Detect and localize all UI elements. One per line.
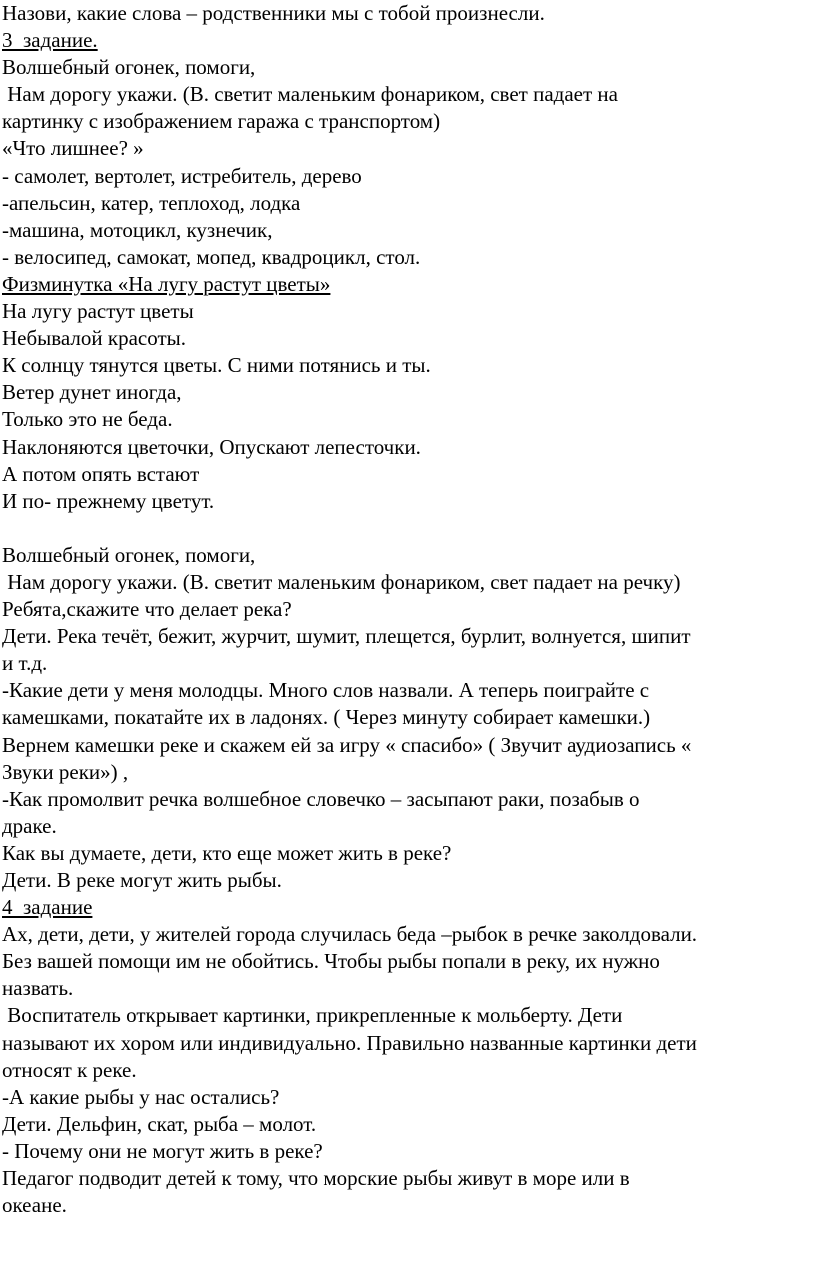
text-line <box>2 948 814 975</box>
text-line <box>2 488 814 515</box>
text-line-content: и т.д. <box>2 651 48 676</box>
section-heading: 4 задание <box>2 895 93 920</box>
text-line <box>2 1002 814 1029</box>
text-line <box>2 759 814 786</box>
text-line <box>2 325 814 352</box>
text-line-content: Ах, дети, дети, у жителей города случилась беда –рыбок в речке заколдовали. <box>2 922 698 947</box>
text-line <box>2 1111 814 1138</box>
heading-line <box>2 271 814 298</box>
text-line-content: - Почему они не могут жить в реке? <box>2 1138 323 1163</box>
text-line-content: Ветер дунет иногда, <box>2 380 182 405</box>
section-heading: 3 задание. <box>2 28 98 53</box>
text-line <box>2 704 814 731</box>
text-line <box>2 0 814 27</box>
text-line <box>2 786 814 813</box>
text-line <box>2 190 814 217</box>
text-line <box>2 461 814 488</box>
text-line-content: Небывалой красоты. <box>2 326 186 351</box>
text-line-content: Дети. Дельфин, скат, рыба – молот. <box>2 1111 317 1136</box>
section-heading: Физминутка «На лугу растут цветы» <box>2 271 331 296</box>
text-line-content: -Какие дети у меня молодцы. Много слов назвали. А теперь поиграйте с <box>2 678 650 703</box>
blank-line <box>2 515 814 542</box>
text-line-content: К солнцу тянутся цветы. С ними потянись и ты. <box>2 353 431 378</box>
text-line <box>2 1057 814 1084</box>
text-line <box>2 813 814 840</box>
text-line-content: камешками, покатайте их в ладонях. ( Через минуту собирает камешки.) <box>2 705 651 730</box>
text-line-content: -Как промолвит речка волшебное словечко – засыпают раки, позабыв о <box>2 786 640 811</box>
text-line <box>2 677 814 704</box>
text-line-content: Нам дорогу укажи. (В. светит маленьким фонариком, свет падает на <box>2 82 618 107</box>
text-line <box>2 163 814 190</box>
text-line <box>2 244 814 271</box>
text-line <box>2 406 814 433</box>
heading-line <box>2 27 814 54</box>
heading-line <box>2 894 814 921</box>
text-line <box>2 921 814 948</box>
text-line-content: - велосипед, самокат, мопед, квадроцикл, стол. <box>2 244 421 269</box>
text-line <box>2 596 814 623</box>
text-line-content: «Что лишнее? » <box>2 136 144 161</box>
text-line-content: -машина, мотоцикл, кузнечик, <box>2 217 273 242</box>
text-line-content: А потом опять встают <box>2 461 200 486</box>
text-line-content: На лугу растут цветы <box>2 299 194 324</box>
text-line-content: Дети. Река течёт, бежит, журчит, шумит, плещется, бурлит, волнуется, шипит <box>2 624 691 649</box>
text-line-content: -А какие рыбы у нас остались? <box>2 1084 280 1109</box>
text-line <box>2 54 814 81</box>
text-line-content: драке. <box>2 813 57 838</box>
text-line <box>2 1030 814 1057</box>
text-line <box>2 379 814 406</box>
text-line <box>2 840 814 867</box>
text-line-content: Нам дорогу укажи. (В. светит маленьким фонариком, свет падает на речку) <box>2 569 681 594</box>
text-line <box>2 108 814 135</box>
text-line <box>2 569 814 596</box>
text-line <box>2 1084 814 1111</box>
text-line-content: относят к реке. <box>2 1057 137 1082</box>
text-line <box>2 135 814 162</box>
text-line <box>2 1138 814 1165</box>
text-line <box>2 867 814 894</box>
text-line-content: Без вашей помощи им не обойтись. Чтобы рыбы попали в реку, их нужно <box>2 949 660 974</box>
text-line <box>2 732 814 759</box>
text-line <box>2 975 814 1002</box>
text-line-content: океане. <box>2 1193 67 1218</box>
text-line <box>2 1165 814 1192</box>
text-line-content: Педагог подводит детей к тому, что морские рыбы живут в море или в <box>2 1166 630 1191</box>
text-line <box>2 298 814 325</box>
text-line-content: Звуки реки») , <box>2 759 129 784</box>
text-line-content: И по- прежнему цветут. <box>2 488 215 513</box>
text-line-content: называют их хором или индивидуально. Правильно названные картинки дети <box>2 1030 697 1055</box>
text-line-content: Вернем камешки реке и скажем ей за игру « спасибо» ( Звучит аудиозапись « <box>2 732 692 757</box>
text-line-content: Наклоняются цветочки, Опускают лепесточки. <box>2 434 421 459</box>
text-line-content: Ребята,скажите что делает река? <box>2 597 292 622</box>
text-line <box>2 352 814 379</box>
text-line-content: -апельсин, катер, теплоход, лодка <box>2 190 301 215</box>
text-line-content: назвать. <box>2 976 74 1001</box>
text-line <box>2 434 814 461</box>
text-line-content: Как вы думаете, дети, кто еще может жить в реке? <box>2 840 452 865</box>
text-line <box>2 542 814 569</box>
document-text <box>2 0 814 1219</box>
text-line-content: Назови, какие слова – родственники мы с тобой произнесли. <box>2 1 545 25</box>
text-line <box>2 650 814 677</box>
text-line-content: Только это не беда. <box>2 407 173 432</box>
text-line-content: Воспитатель открывает картинки, прикрепленные к мольберту. Дети <box>2 1003 623 1028</box>
text-line <box>2 81 814 108</box>
text-line <box>2 217 814 244</box>
text-line-content: картинку с изображением гаража с транспортом) <box>2 109 441 134</box>
document-page <box>2 0 814 1219</box>
text-line-content: Дети. В реке могут жить рыбы. <box>2 868 282 892</box>
text-line <box>2 1192 814 1219</box>
text-line <box>2 623 814 650</box>
text-line-content: Волшебный огонек, помоги, <box>2 542 256 567</box>
text-line-content: - самолет, вертолет, истребитель, дерево <box>2 163 362 188</box>
text-line-content: Волшебный огонек, помоги, <box>2 55 256 80</box>
